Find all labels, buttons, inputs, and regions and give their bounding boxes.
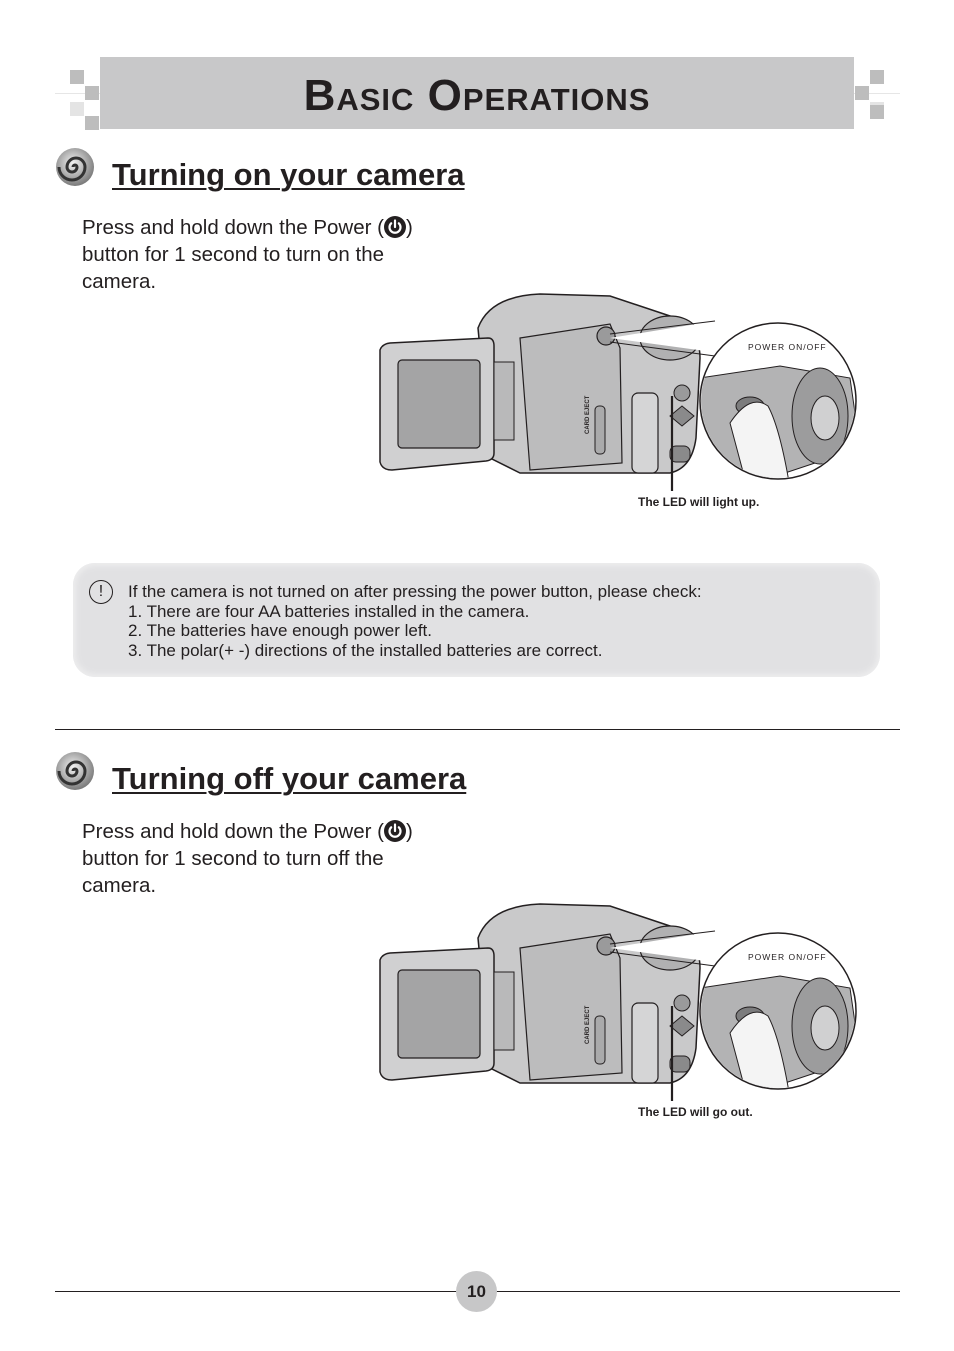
page-number: 10 (456, 1271, 497, 1312)
camera-power-on-illustration (370, 288, 870, 528)
figure-caption: The LED will light up. (638, 495, 760, 509)
power-icon (384, 820, 406, 842)
instruction-text: button for 1 second to turn on the camera. (82, 243, 385, 293)
header-deco-square (70, 70, 84, 84)
notice-line: 1. There are four AA batteries installed in the camera. (128, 601, 530, 621)
instruction-text: ) (405, 820, 413, 843)
header-deco-square (855, 86, 869, 100)
card-eject-label: CARD EJECT (585, 395, 591, 434)
instruction-text: button for 1 second to turn off the camera. (82, 847, 384, 897)
section-divider (55, 729, 900, 730)
header-banner (100, 57, 854, 129)
header-deco-square (70, 102, 84, 116)
header-deco-square (870, 70, 884, 84)
header-deco-square (85, 116, 99, 130)
instruction-text: Press and hold down the Power ( (82, 216, 384, 239)
notice-line: 2. The batteries have enough power left. (128, 621, 432, 640)
instruction-text: Press and hold down the Power ( (82, 820, 384, 843)
camera-power-off-illustration (370, 898, 870, 1138)
instruction-turn-off (82, 818, 462, 899)
notice-line: 3. The polar(+ -) directions of the installed batteries are correct. (128, 640, 603, 660)
notice-line: If the camera is not turned on after pressing the power button, please check: (128, 582, 702, 601)
notice-text (128, 582, 702, 660)
header-deco-square (870, 105, 884, 119)
figure-caption: The LED will go out. (638, 1105, 753, 1119)
exclamation-icon: ! (89, 580, 113, 604)
callout-label: POWER ON/OFF (748, 952, 827, 962)
spiral-bullet-icon (54, 146, 96, 188)
spiral-bullet-icon (54, 750, 96, 792)
instruction-turn-on (82, 214, 462, 295)
notice-box (73, 563, 880, 677)
instruction-text: ) (405, 216, 413, 239)
section-title-turn-off: Turning off your camera (112, 761, 467, 796)
page-title: Basic Operations (303, 71, 651, 120)
power-icon (384, 216, 406, 238)
section-title-turn-on: Turning on your camera (112, 157, 465, 192)
callout-label: POWER ON/OFF (748, 342, 827, 352)
card-eject-label: CARD EJECT (585, 1005, 591, 1044)
header-deco-square (85, 86, 99, 100)
